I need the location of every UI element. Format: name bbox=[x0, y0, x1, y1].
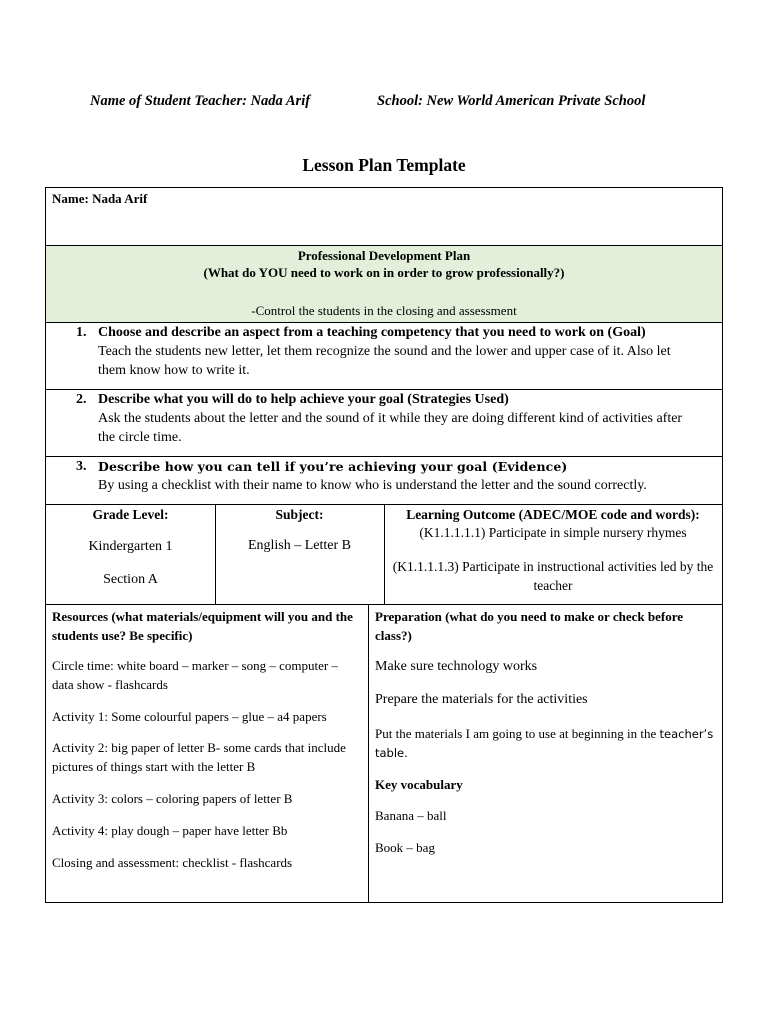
resource-line: Circle time: white board – marker – song – computer – data show - flashcards bbox=[52, 658, 338, 692]
resource-line: Closing and assessment: checklist - flashcards bbox=[52, 855, 293, 870]
preparation-line bbox=[375, 725, 716, 762]
section-value: Section A bbox=[103, 572, 158, 587]
item-number: 1. bbox=[76, 325, 87, 340]
grade-level-cell bbox=[46, 505, 216, 604]
learning-outcome-cell bbox=[384, 505, 722, 604]
item-answer: Ask the students about the letter and the sound of it while they are doing different kind of activities after the circle time. bbox=[98, 411, 683, 445]
resources-cell bbox=[46, 605, 369, 902]
resource-line: Activity 3: colors – coloring papers of letter B bbox=[52, 791, 293, 806]
name-text: Name: Nada Arif bbox=[52, 191, 148, 206]
item-question: Describe what you will do to help achieve your goal (Strategies Used) bbox=[98, 392, 509, 407]
grade-level-label: Grade Level: bbox=[92, 507, 169, 522]
resource-line: Activity 4: play dough – paper have letter Bb bbox=[52, 823, 288, 838]
preparation-line-part: teacher’s table. bbox=[375, 727, 714, 760]
item-number: 2. bbox=[76, 392, 87, 407]
item-number: 3. bbox=[76, 459, 87, 474]
preparation-line: Make sure technology works bbox=[375, 659, 538, 674]
preparation-line: Prepare the materials for the activities bbox=[375, 692, 588, 707]
learning-outcome-2: (K1.1.1.1.3) Participate in instructional activities led by the teacher bbox=[392, 559, 714, 593]
name-row bbox=[45, 187, 723, 245]
grade-level-value: Kindergarten 1 bbox=[88, 539, 173, 554]
resource-line: Activity 2: big paper of letter B- some cards that include pictures of things start with the letter B bbox=[52, 740, 346, 774]
school-name: School: New World American Private School bbox=[377, 93, 646, 109]
preparation-line-part: Put the materials I am going to use at beginning in the bbox=[375, 726, 660, 741]
key-vocabulary-heading: Key vocabulary bbox=[375, 777, 463, 792]
page-title: Lesson Plan Template bbox=[302, 155, 466, 175]
subject-value: English – Letter B bbox=[247, 538, 352, 553]
item-question: Describe how you can tell if you’re achieving your goal (Evidence) bbox=[98, 459, 568, 474]
learning-outcome-1: (K1.1.1.1.1) Participate in simple nursery rhymes bbox=[419, 525, 687, 540]
subject-cell bbox=[215, 505, 385, 604]
item-answer: Teach the students new letter, let them recognize the sound and the lower and upper case of it. Also let them know how to write it. bbox=[98, 344, 671, 378]
resources-preparation-row bbox=[45, 604, 723, 903]
goal-item bbox=[45, 322, 723, 389]
strategies-item bbox=[45, 389, 723, 456]
preparation-cell bbox=[369, 605, 722, 902]
student-teacher-name: Name of Student Teacher: Nada Arif bbox=[90, 93, 311, 109]
pd-question: (What do YOU need to work on in order to grow professionally?) bbox=[203, 265, 565, 280]
resource-line: Activity 1: Some colourful papers – glue – a4 papers bbox=[52, 709, 327, 724]
preparation-heading: Preparation (what do you need to make or check before class?) bbox=[375, 609, 684, 643]
resources-heading: Resources (what materials/equipment will you and the students use? Be specific) bbox=[52, 609, 353, 643]
vocabulary-line: Book – bag bbox=[375, 840, 435, 855]
item-answer: By using a checklist with their name to know who is understand the letter and the sound correctly. bbox=[98, 478, 647, 493]
professional-development-plan bbox=[45, 245, 723, 322]
vocabulary-line: Banana – ball bbox=[375, 808, 447, 823]
learning-outcome-label: Learning Outcome (ADEC/MOE code and words): bbox=[406, 507, 700, 522]
subject-label: Subject: bbox=[275, 507, 324, 522]
evidence-item bbox=[45, 456, 723, 504]
lesson-details-row bbox=[45, 504, 723, 604]
pd-answer: -Control the students in the closing and assessment bbox=[251, 303, 517, 318]
item-question: Choose and describe an aspect from a teaching competency that you need to work on (Goal) bbox=[98, 325, 646, 340]
pd-heading: Professional Development Plan bbox=[297, 248, 471, 263]
